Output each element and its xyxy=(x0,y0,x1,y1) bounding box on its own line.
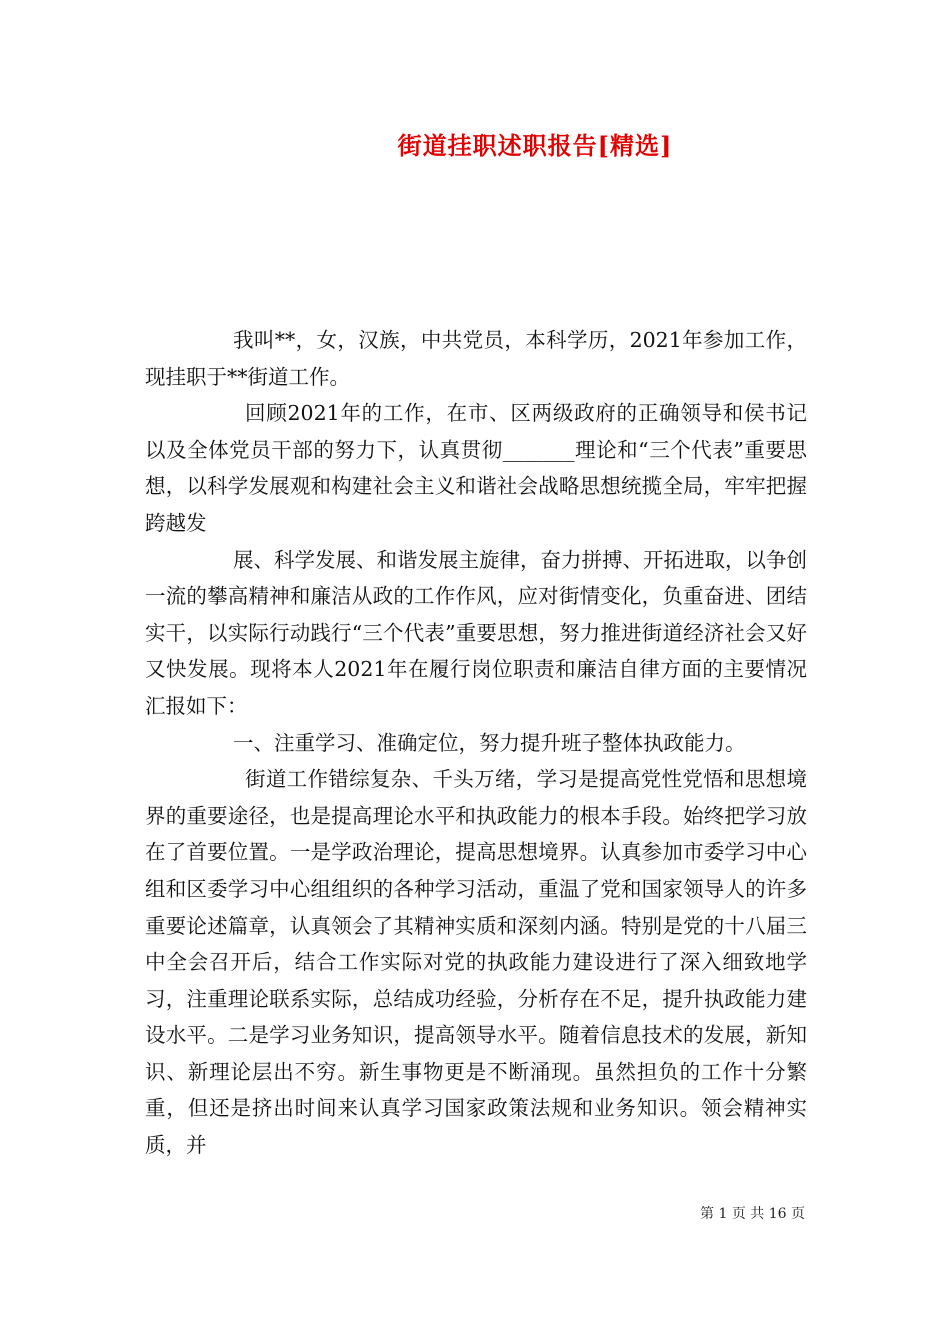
paragraph-intro: 我叫**，女，汉族，中共党员，本科学历，2021年参加工作，现挂职于**街道工作。 xyxy=(145,328,807,389)
paragraph-review: 回顾2021年的工作，在市、区两级政府的正确领导和侯书记以及全体党员干部的努力下，认真贯彻_______理论和“三个代表”重要思想，以科学发展观和构建社会主义和谐社会战略思想统揽全局，牢牢把握跨越发 xyxy=(145,401,807,535)
section-heading-1: 一、注重学习、准确定位，努力提升班子整体执政能力。 xyxy=(233,730,746,755)
paragraph-study: 街道工作错综复杂、千头万绪，学习是提高党性党悟和思想境界的重要途径，也是提高理论水平和执政能力的根本手段。始终把学习放在了首要位置。一是学政治理论，提高思想境界。认真参加市委学习中心组和区委学习中心组组织的各种学习活动，重温了党和国家领导人的许多重要论述篇章，认真领会了其精神实质和深刻内涵。特别是党的十八届三中全会召开后，结合工作实际对党的执政能力建设进行了深入细致地学习，注重理论联系实际，总结成功经验，分析存在不足，提升执政能力建设水平。二是学习业务知识，提高领导水平。随着信息技术的发展，新知识、新理论层出不穷。新生事物更是不断涌现。虽然担负的工作十分繁重，但还是挤出时间来认真学习国家政策法规和业务知识。领会精神实质，并 xyxy=(145,767,807,1158)
document-body xyxy=(145,322,807,1164)
page-number: 第 1 页 共 16 页 xyxy=(700,1206,805,1222)
document-title: 街道挂职述职报告[精选] xyxy=(397,131,673,160)
paragraph-continuation: 展、科学发展、和谐发展主旋律，奋力拼搏、开拓进取，以争创一流的攀高精神和廉洁从政的工作作风，应对街情变化，负重奋进、团结实干，以实际行动践行“三个代表”重要思想，努力推进街道经济社会又好又快发展。现将本人2021年在履行岗位职责和廉洁自律方面的主要情况汇报如下： xyxy=(145,547,807,718)
